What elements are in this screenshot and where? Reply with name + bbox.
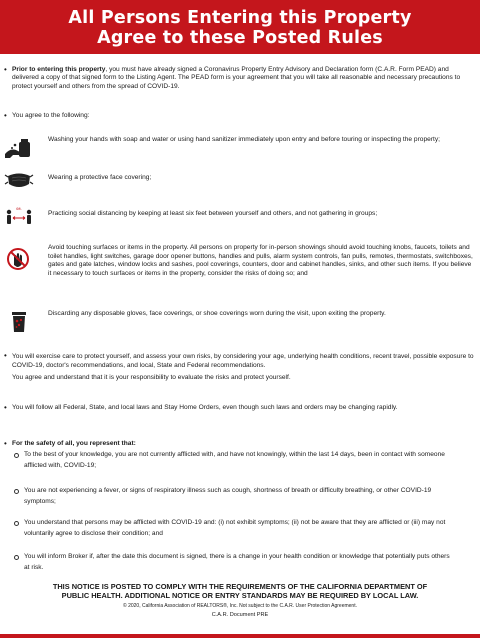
- rule-text: Avoid touching surfaces or items in the property. All persons on property for in-person showings should avoid touching knobs, faucets, toilets and toilet handles, light switches, garage door opener buttons, handles and pulls, alarm system controls, fan pulls, remotes, thermostats, switchboxes, gates and gate latches, window locks and sashes, pool coverings, counters, door and cabinet handles, sinks, and other such items. If you believe it necessary to touch surfaces or items in the property, consider the risks of doing so; and: [48, 244, 473, 277]
- circle-bullet-icon: [14, 453, 19, 458]
- notice-line-2: PUBLIC HEALTH. ADDITIONAL NOTICE OR ENTRY STANDARDS MAY BE REQUIRED BY LOCAL LAW.: [61, 591, 419, 600]
- bullet-icon: •: [4, 351, 7, 360]
- copyright-text: © 2020, California Association of REALTORS®, Inc. Not subject to the C.A.R. User Protection Agreement.: [123, 603, 357, 609]
- agree-heading-text: You agree to the following:: [12, 112, 90, 119]
- represent-text: You understand that persons may be afflicted with COVID-19 and: (i) not exhibit symptoms; (ii) not be aware that they are afflicted or (iii) may not voluntarily agree to disclose their condition; and: [24, 519, 446, 537]
- intro-lead: Prior to entering this property: [12, 66, 106, 73]
- rule-text: Discarding any disposable gloves, face coverings, or shoe coverings worn during the visit, upon exiting the property.: [48, 310, 386, 317]
- circle-bullet-icon: [14, 521, 19, 526]
- notice-line-1: THIS NOTICE IS POSTED TO COMPLY WITH THE REQUIREMENTS OF THE CALIFORNIA DEPARTMENT OF: [52, 582, 428, 591]
- intro-paragraph: [4, 66, 474, 91]
- compliance-notice: [0, 582, 480, 600]
- represent-text: To the best of your knowledge, you are not currently afflicted with, and have not knowingly, within the last 14 days, been in contact with someone afflicted with, COVID-19;: [24, 451, 445, 469]
- laws-text: You will follow all Federal, State, and local laws and Stay Home Orders, even though such laws and orders may be changing rapidly.: [12, 404, 398, 411]
- intro-text: , you must have already signed a Coronavirus Property Entry Advisory and Declaration form (C.A.R. Form PEAD) and delivered a copy of that signed form to the Listing Agent. The PEAD form is your agreement that you will take all reasonable and necessary precautions to protect yourself and others from the spread of COVID-19.: [12, 66, 461, 90]
- rule-text: Practicing social distancing by keeping at least six feet between yourself and others, and not gathering in groups;: [48, 210, 378, 217]
- hand-sanitizer-icon: [4, 136, 34, 162]
- represent-text: You will inform Broker if, after the date this document is signed, there is a change in your health condition or knowledge that potentially puts others at risk.: [24, 553, 450, 571]
- bullet-icon: •: [4, 439, 7, 448]
- laws-paragraph: [4, 404, 474, 412]
- bottom-divider: [0, 634, 480, 638]
- represent-item: [14, 450, 454, 472]
- bullet-icon: •: [4, 111, 7, 120]
- title-banner: [0, 0, 480, 54]
- represent-text: You are not experiencing a fever, or signs of respiratory illness such as cough, shortness of breath or difficulty breathing, or other COVID-19 symptoms;: [24, 487, 432, 505]
- title-line-2: Agree to these Posted Rules: [97, 28, 383, 48]
- safety-heading: [4, 440, 474, 448]
- care-text-2: You agree and understand that it is your responsibility to evaluate the risks and protect yourself.: [12, 374, 291, 382]
- bullet-icon: •: [4, 403, 7, 412]
- circle-bullet-icon: [14, 489, 19, 494]
- trash-bin-icon: [4, 308, 34, 334]
- represent-item: [14, 552, 454, 574]
- agree-heading: [4, 112, 474, 120]
- care-text: You will exercise care to protect yourself, and assess your own risks, by considering your age, underlying health conditions, recent travel, possible exposure to COVID-19, doctor's recommendations, and local, State and Federal recommendations.: [12, 353, 474, 370]
- face-mask-icon: [4, 168, 34, 194]
- title-line-1: All Persons Entering this Property: [68, 8, 412, 28]
- bullet-icon: •: [4, 65, 7, 74]
- document-name: C.A.R. Document PRE: [211, 612, 269, 618]
- social-distance-icon: [4, 202, 34, 228]
- safety-heading-text: For the safety of all, you represent that:: [12, 440, 136, 447]
- rule-text: Washing your hands with soap and water or using hand sanitizer immediately upon entry and before touring or inspecting the property;: [48, 136, 440, 143]
- care-paragraph: [4, 352, 474, 383]
- no-touch-icon: [4, 246, 34, 272]
- represent-item: [14, 486, 454, 508]
- represent-item: [14, 518, 454, 540]
- circle-bullet-icon: [14, 555, 19, 560]
- rule-text: Wearing a protective face covering;: [48, 174, 152, 181]
- distance-label: 6ft.: [16, 206, 22, 211]
